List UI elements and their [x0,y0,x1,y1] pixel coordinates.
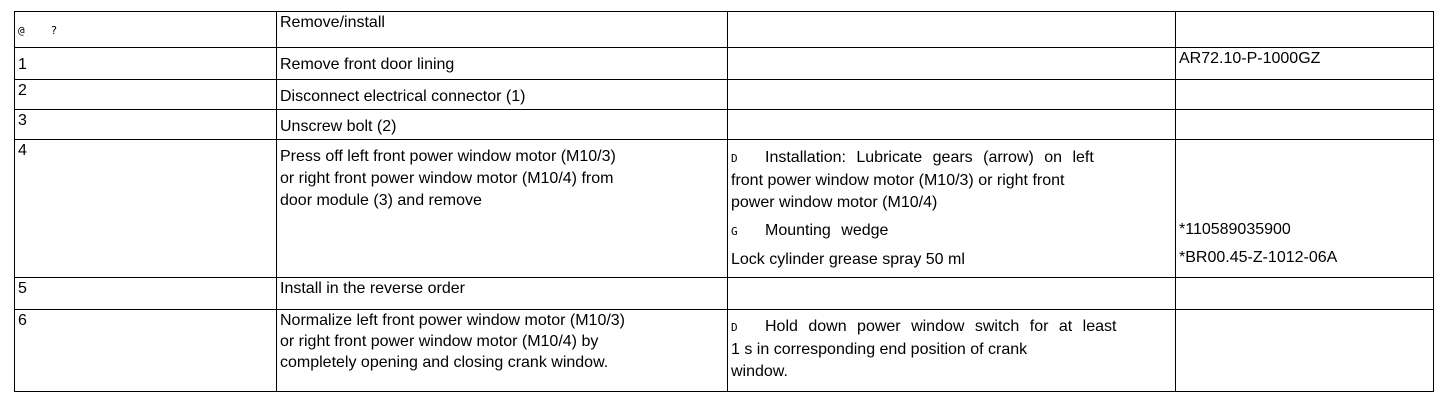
header-ref-cell [1176,12,1434,48]
question-symbol-icon: ? [50,24,58,37]
step-notes [728,310,1176,392]
action-line: completely opening and closing crank window. [280,354,609,371]
step-action [277,80,728,110]
step-number: 4 [15,140,277,278]
step-reference [1176,48,1434,80]
action-line: Disconnect electrical connector (1) [280,88,526,105]
step-number: 2 [15,80,277,110]
note-line [731,316,1172,339]
action-line: Normalize left front power window motor (M10/3) [280,312,626,329]
note-text: Mounting wedge [765,222,889,239]
header-symbols-cell [15,12,277,48]
step-notes [728,110,1176,140]
action-line: Remove front door lining [280,56,455,73]
step-action [277,310,728,392]
tool-symbol-icon: G [731,225,738,238]
at-symbol-icon: @ [18,24,25,37]
step-reference [1176,278,1434,310]
action-line: or right front power window motor (M10/4) from [280,170,614,187]
step-number: 6 [15,310,277,392]
step-number: 5 [15,278,277,310]
note-text: Hold down power window switch for at least [765,318,1117,335]
step-number: 3 [15,110,277,140]
part-number-link[interactable]: *BR00.45-Z-1012-06A [1179,249,1338,266]
step-action [277,140,728,278]
note-line: Lock cylinder grease spray 50 ml [731,251,965,268]
step-notes [728,140,1176,278]
note-line [731,220,1172,243]
procedure-table [14,11,1434,392]
note-line: power window motor (M10/4) [731,194,938,211]
step-notes [728,48,1176,80]
table-row [15,80,1434,110]
note-text: Installation: Lubricate gears (arrow) on left [765,149,1094,166]
table-row [15,278,1434,310]
note-line: front power window motor (M10/3) or right front [731,172,1065,189]
action-line: door module (3) and remove [280,192,482,209]
action-line: or right front power window motor (M10/4) by [280,333,599,350]
header-title: Remove/install [277,12,728,48]
action-line: Unscrew bolt (2) [280,118,397,135]
step-action [277,48,728,80]
reference-link[interactable]: AR72.10-P-1000GZ [1179,50,1321,67]
note-line: 1 s in corresponding end position of crank [731,341,1028,358]
table-row [15,48,1434,80]
step-reference [1176,80,1434,110]
table-row [15,110,1434,140]
step-reference [1176,310,1434,392]
action-line: Press off left front power window motor (M10/3) [280,148,616,165]
step-action [277,110,728,140]
note-line [731,147,1172,170]
installation-symbol-icon: D [731,152,738,165]
part-number-link[interactable]: *110589035900 [1179,221,1291,238]
note-line: window. [731,363,788,380]
step-reference [1176,140,1434,278]
installation-symbol-icon: D [731,321,738,334]
header-notes-cell [728,12,1176,48]
table-row [15,140,1434,278]
step-number: 1 [15,48,277,80]
header-row [15,12,1434,48]
step-reference [1176,110,1434,140]
step-notes [728,278,1176,310]
table-row [15,310,1434,392]
action-line: Install in the reverse order [280,280,465,297]
step-notes [728,80,1176,110]
step-action [277,278,728,310]
